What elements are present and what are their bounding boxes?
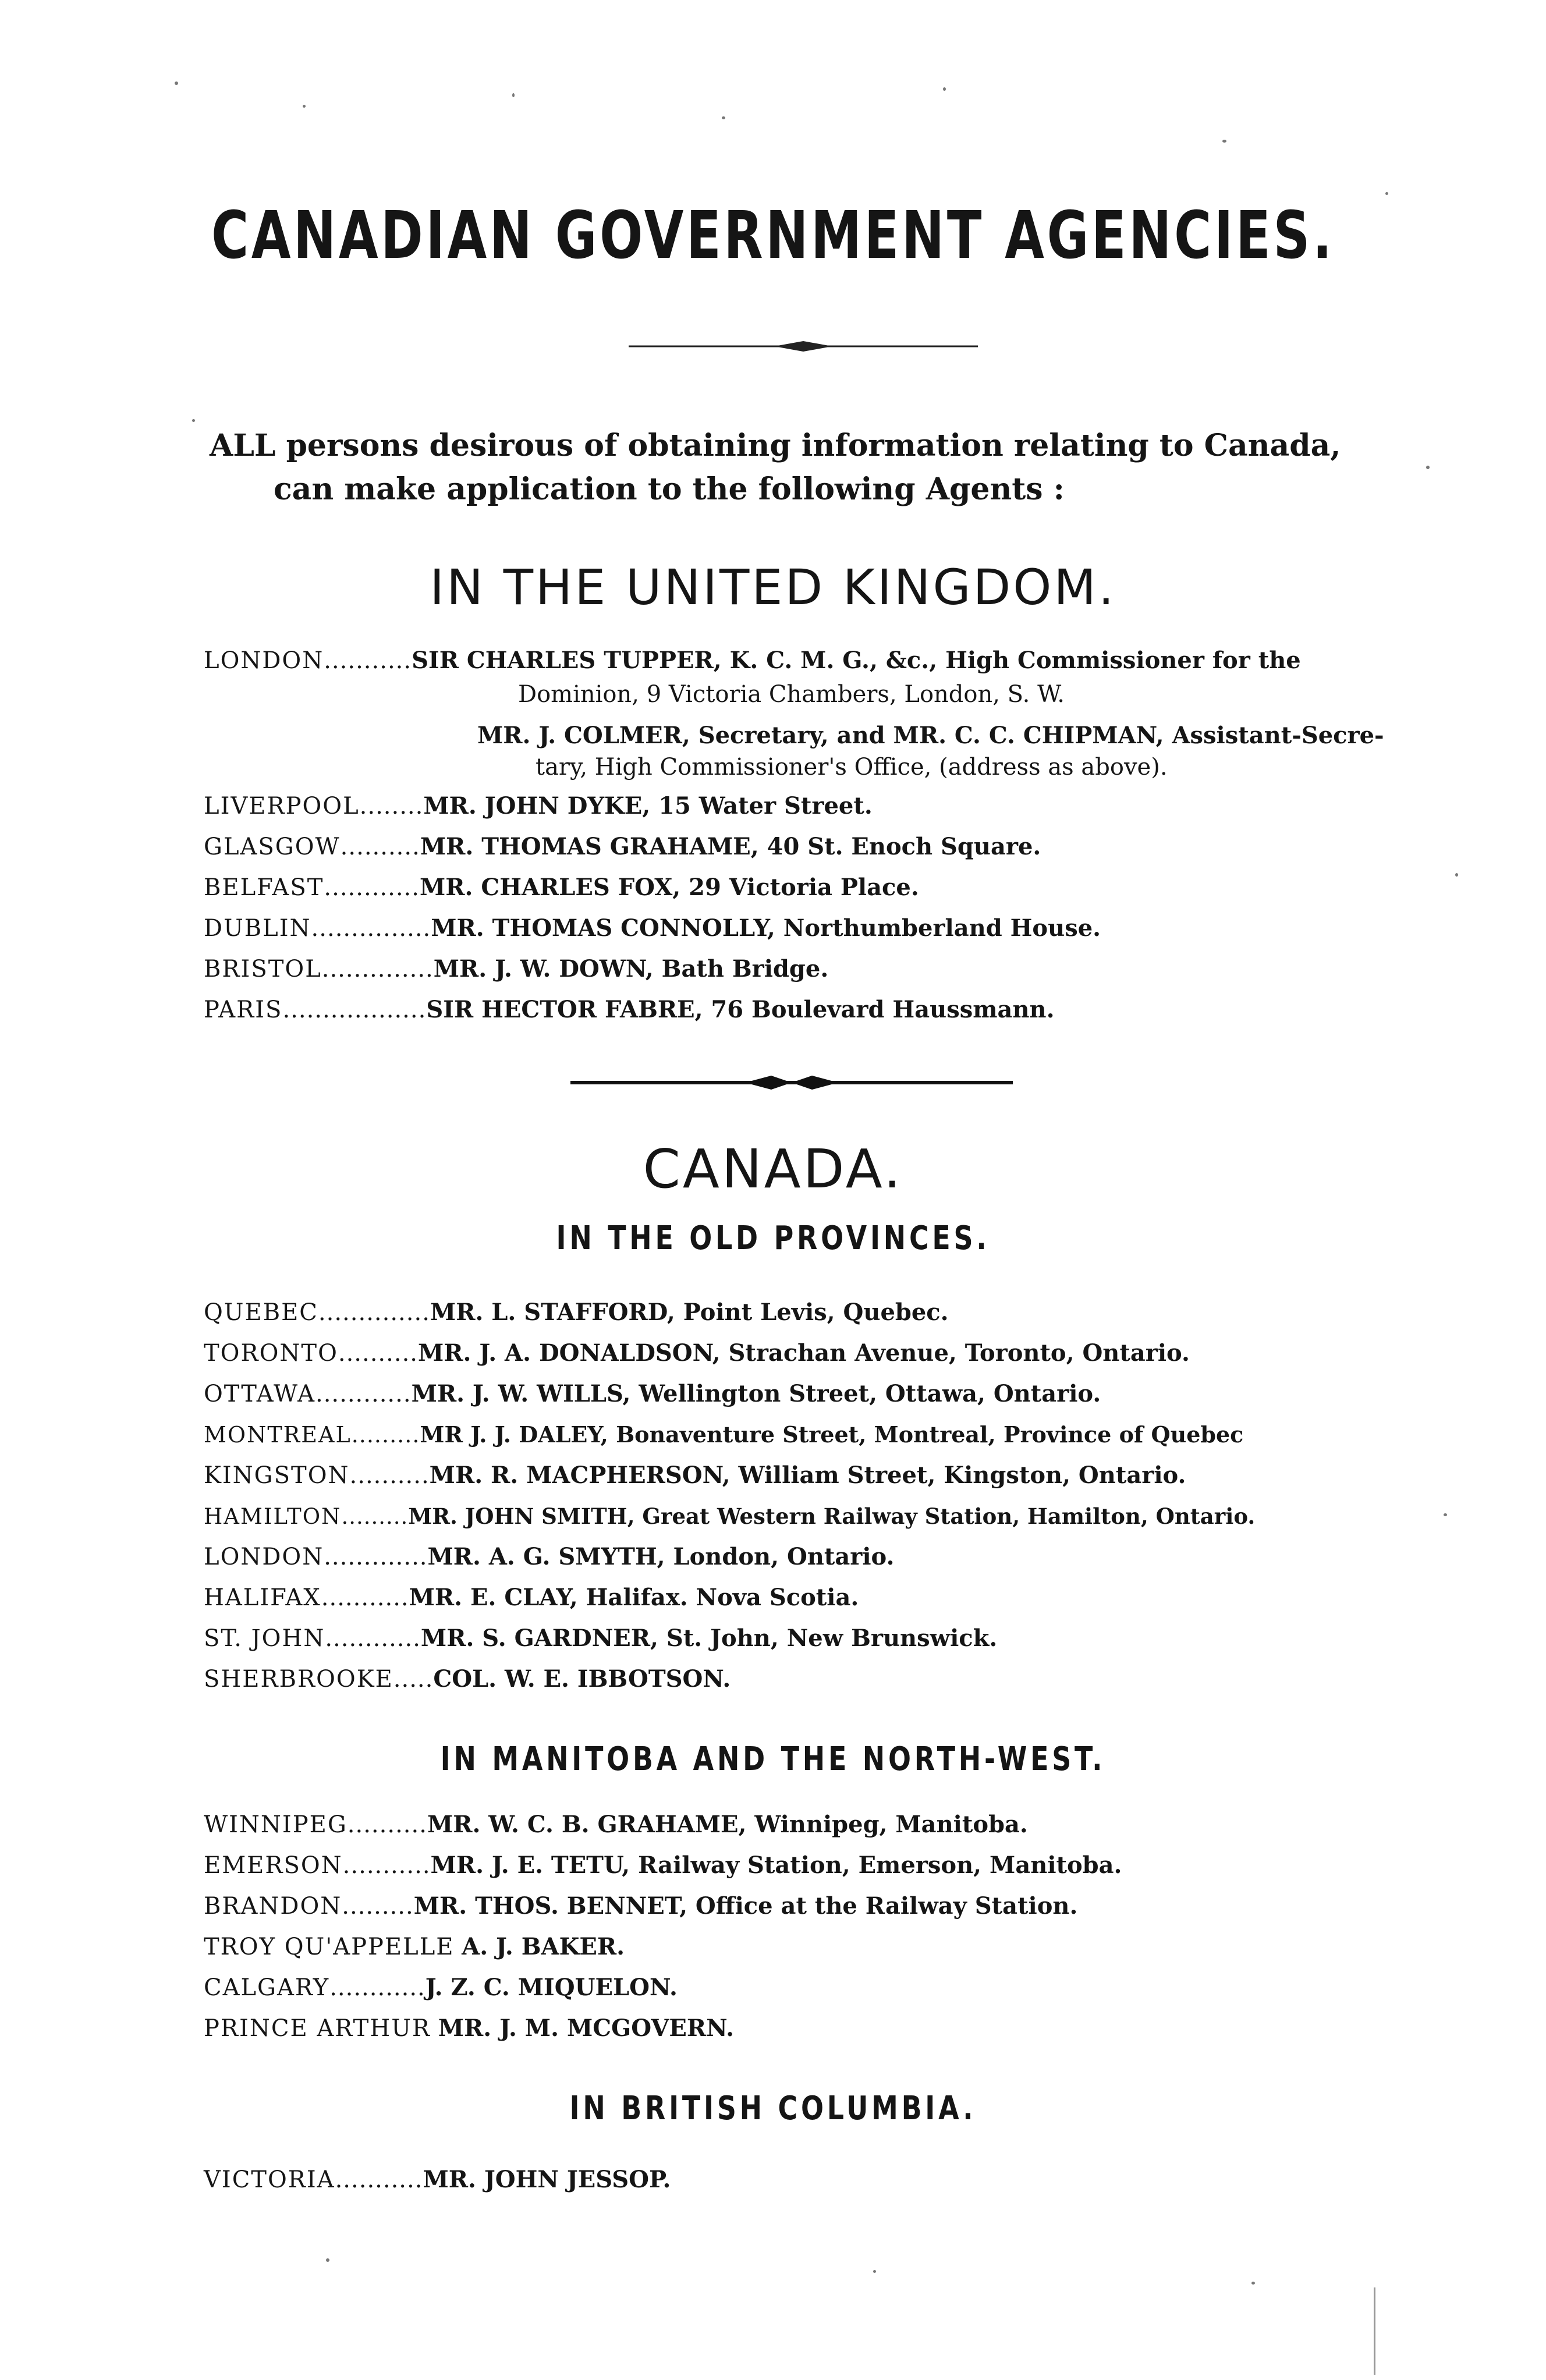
entry-paris — [204, 995, 1055, 1024]
entry-agent: MR. W. C. B. GRAHAME, Winnipeg, Manitoba. — [427, 1811, 1028, 1838]
entry-sherbrooke — [204, 1665, 731, 1694]
entry-agent: SIR CHARLES TUPPER, K. C. M. G., &c., High Commissioner for the — [412, 647, 1301, 674]
entry-place: DUBLIN — [204, 915, 311, 942]
entry-agent: MR. THOMAS CONNOLLY, Northumberland House. — [431, 914, 1101, 942]
entry-montreal — [204, 1420, 1243, 1449]
entry-agent: MR. THOMAS GRAHAME, 40 St. Enoch Square. — [420, 833, 1041, 860]
entry-agent: SIR HECTOR FABRE, 76 Boulevard Haussmann. — [426, 996, 1055, 1023]
entry-agent: MR. R. MACPHERSON, William Street, Kingston, Ontario. — [429, 1462, 1186, 1489]
entry-place: TORONTO — [204, 1340, 338, 1367]
entry-place: MONTREAL — [204, 1422, 352, 1448]
entry-dublin — [204, 914, 1101, 943]
subheading-british-columbia: IN BRITISH COLUMBIA. — [569, 2090, 977, 2127]
entry-leader-dots: .............. — [318, 1299, 430, 1326]
title-ornament — [629, 338, 978, 355]
entry-place: LONDON — [204, 647, 324, 674]
entry-quebec — [204, 1298, 949, 1327]
entry-agent: MR. J. E. TETU, Railway Station, Emerson, Manitoba. — [430, 1851, 1122, 1879]
entry-st-john — [204, 1624, 997, 1653]
entry-leader-dots: ............... — [311, 915, 431, 942]
entry-leader-dots: .......... — [347, 1811, 427, 1838]
subheading-old-provinces: IN THE OLD PROVINCES. — [556, 1219, 990, 1257]
entry-leader-dots: .......... — [340, 833, 420, 860]
entry-agent: MR. L. STAFFORD, Point Levis, Quebec. — [430, 1299, 949, 1326]
entry-place: LONDON — [204, 1544, 324, 1570]
entry-leader-dots: ........... — [342, 1852, 431, 1879]
entry-agent: MR. J. M. MCGOVERN. — [438, 2014, 735, 2042]
entry-agent: MR. J. W. DOWN, Bath Bridge. — [433, 955, 829, 982]
entry-leader-dots: .............. — [321, 956, 434, 982]
entry-place: VICTORIA — [204, 2166, 335, 2193]
entry-place: GLASGOW — [204, 833, 341, 860]
entry-continuation: tary, High Commissioner's Office, (address as above). — [536, 754, 1168, 781]
intro-line-2: can make application to the following Agents : — [274, 471, 1065, 507]
intro-line-1: ALL persons desirous of obtaining information relating to Canada, — [210, 428, 1341, 463]
entry-glasgow — [204, 832, 1041, 861]
entry-ottawa — [204, 1379, 1101, 1409]
entry-place: PRINCE ARTHUR — [204, 2015, 431, 2042]
entry-prince-arthur — [204, 2014, 734, 2043]
entry-agent: MR. JOHN SMITH, Great Western Railway Station, Hamilton, Ontario. — [408, 1503, 1256, 1529]
page-title: CANADIAN GOVERNMENT AGENCIES. — [211, 198, 1335, 274]
entry-leader-dots: ............ — [315, 1381, 412, 1407]
entry-toronto — [204, 1339, 1190, 1368]
section-divider-ornament — [570, 1071, 1013, 1094]
entry-leader-dots: ......... — [342, 1893, 414, 1920]
entry-place: BRANDON — [204, 1893, 342, 1920]
entry-halifax — [204, 1583, 859, 1612]
entry-kingston — [204, 1461, 1186, 1490]
entry-victoria — [204, 2165, 671, 2194]
entry-london-uk — [204, 646, 1301, 675]
entry-winnipeg — [204, 1810, 1028, 1839]
subheading-manitoba: IN MANITOBA AND THE NORTH-WEST. — [440, 1740, 1106, 1778]
entry-place: HAMILTON — [204, 1504, 342, 1529]
entry-leader-dots: .................. — [282, 996, 427, 1023]
entry-agent: COL. W. E. IBBOTSON. — [433, 1665, 731, 1693]
entry-emerson — [204, 1851, 1122, 1880]
entry-leader-dots: ............. — [324, 1544, 428, 1570]
entry-calgary — [204, 1973, 678, 2002]
entry-leader-dots: ............ — [325, 1625, 421, 1652]
entry-liverpool — [204, 792, 873, 821]
entry-agent: MR. CHARLES FOX, 29 Victoria Place. — [419, 874, 919, 901]
entry-place: CALGARY — [204, 1974, 330, 2001]
section-heading-united-kingdom: IN THE UNITED KINGDOM. — [430, 559, 1116, 616]
entry-leader-dots: ..... — [393, 1666, 434, 1693]
entry-agent: MR. JOHN DYKE, 15 Water Street. — [423, 792, 873, 820]
entry-agent: MR. E. CLAY, Halifax. Nova Scotia. — [409, 1584, 859, 1611]
entry-agent: MR. A. G. SMYTH, London, Ontario. — [427, 1543, 895, 1570]
section-heading-canada: CANADA. — [643, 1138, 903, 1200]
entry-leader-dots: ......... — [351, 1422, 420, 1448]
entry-agent: MR. J. A. DONALDSON, Strachan Avenue, Toronto, Ontario. — [418, 1339, 1190, 1367]
entry-agent: MR. S. GARDNER, St. John, New Brunswick. — [420, 1624, 998, 1652]
entry-leader-dots: ........... — [324, 647, 412, 674]
entry-agent: MR J. J. DALEY, Bonaventure Street, Montreal, Province of Quebec — [420, 1421, 1244, 1448]
entry-leader-dots: ........ — [359, 793, 424, 820]
entry-agent: MR. J. W. WILLS, Wellington Street, Ottawa, Ontario. — [411, 1380, 1101, 1407]
entry-leader-dots: .......... — [349, 1462, 430, 1489]
entry-hamilton — [204, 1502, 1255, 1531]
entry-agent: MR. THOS. BENNET, Office at the Railway Station. — [413, 1892, 1078, 1920]
entry-place: BELFAST — [204, 874, 324, 901]
entry-brandon — [204, 1892, 1077, 1921]
entry-continuation: Dominion, 9 Victoria Chambers, London, S. W. — [518, 681, 1065, 708]
entry-place: HALIFAX — [204, 1584, 321, 1611]
entry-place: BRISTOL — [204, 956, 322, 982]
entry-place: TROY QU'APPELLE — [204, 1934, 455, 1960]
entry-place: LIVERPOOL — [204, 793, 360, 820]
entry-place: QUEBEC — [204, 1299, 318, 1326]
entry-belfast — [204, 873, 919, 902]
entry-agent: MR. JOHN JESSOP. — [423, 2166, 671, 2193]
entry-place: OTTAWA — [204, 1381, 315, 1407]
entry-place: SHERBROOKE — [204, 1666, 393, 1693]
entry-place: PARIS — [204, 996, 283, 1023]
entry-place: KINGSTON — [204, 1462, 350, 1489]
entry-troy-quappelle — [204, 1932, 625, 1962]
entry-place: EMERSON — [204, 1852, 343, 1879]
entry-continuation: MR. J. COLMER, Secretary, and MR. C. C. CHIPMAN, Assistant-Secre- — [477, 722, 1384, 749]
entry-leader-dots: .......... — [338, 1340, 419, 1367]
entry-leader-dots: ........... — [321, 1584, 409, 1611]
entry-london-ontario — [204, 1542, 894, 1572]
entry-agent: J. Z. C. MIQUELON. — [425, 1974, 678, 2001]
entry-place: ST. JOHN — [204, 1625, 325, 1652]
entry-leader-dots: ........... — [335, 2166, 423, 2193]
entry-leader-dots: ......... — [341, 1504, 409, 1529]
entry-place: WINNIPEG — [204, 1811, 348, 1838]
entry-leader-dots: ............ — [329, 1974, 425, 2001]
entry-leader-dots: ............ — [324, 874, 420, 901]
entry-agent: A. J. BAKER. — [462, 1933, 625, 1960]
entry-bristol — [204, 955, 828, 984]
